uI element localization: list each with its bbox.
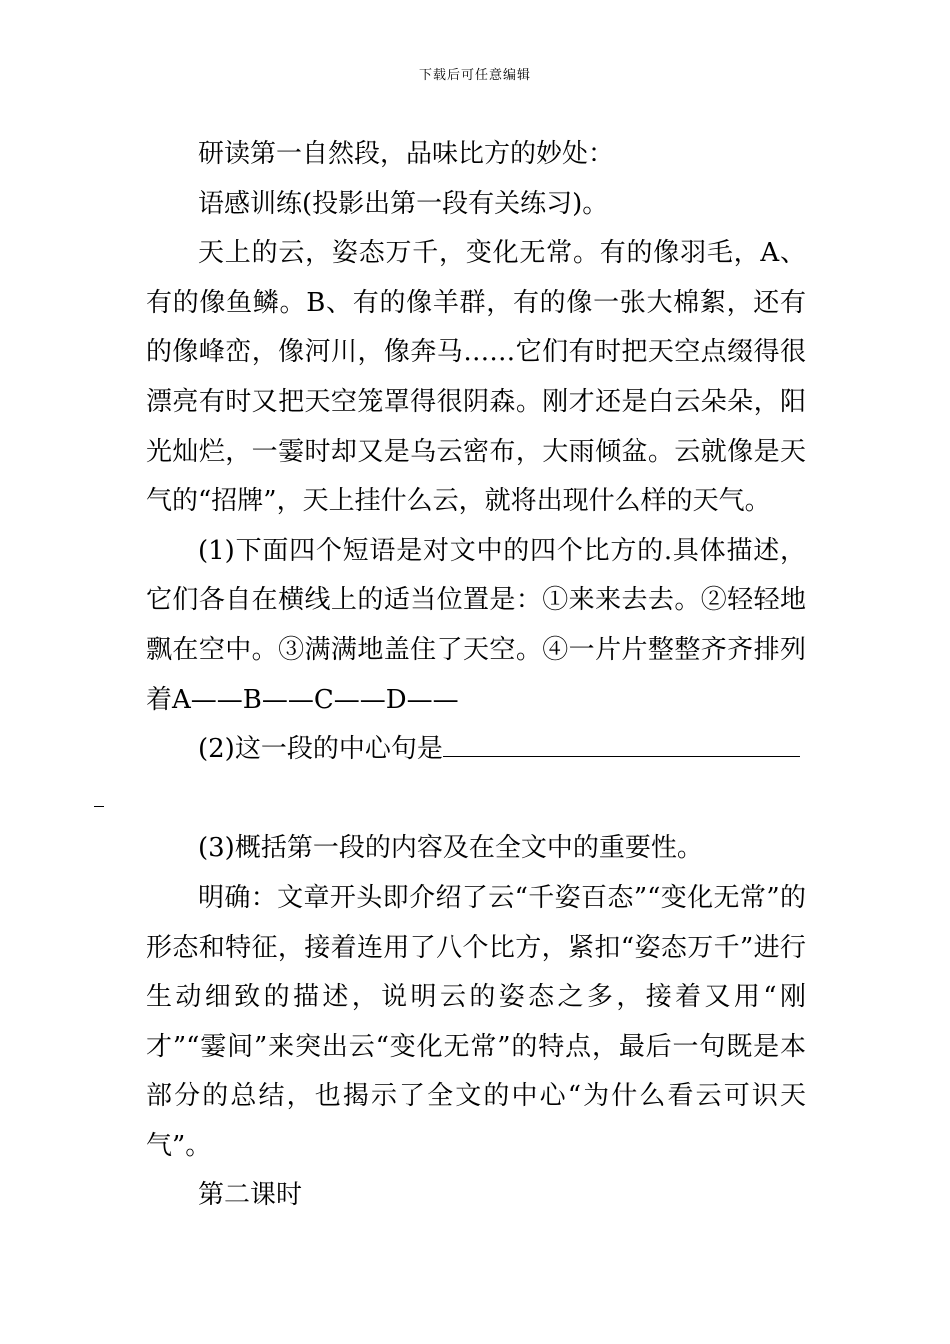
document-body: [146, 130, 806, 1221]
paragraph-study-instruction: 研读第一自然段，品味比方的妙处：: [198, 139, 615, 169]
paragraph-cloud-passage: 天上的云，姿态万千，变化无常。有的像羽毛，A、有的像鱼鳞。B、有的像羊群，有的像一张大棉絮，还有的像峰峦，像河川，像奔马……它们有时把天空点缀得很漂亮有时又把天空笼罩得很阴森。刚才还是白云朵朵，阳光灿烂，一霎时却又是乌云密布，大雨倾盆。云就像是天气的“招牌”，天上挂什么云，就将出现什么样的天气。: [146, 238, 806, 517]
question-2-text: (2)这一段的中心句是: [198, 734, 443, 765]
section-title-second-lesson: 第二课时: [198, 1180, 303, 1211]
paragraph-question-2: [146, 725, 806, 824]
paragraph-question-3: (3)概括第一段的内容及在全文中的重要性。: [198, 833, 703, 864]
answer-blank-line: [443, 730, 800, 757]
paragraph-language-training: 语感训练(投影出第一段有关练习)。: [198, 188, 609, 219]
page-header: 下载后可任意编辑: [418, 68, 531, 83]
paragraph-answer: 明确：文章开头即介绍了云“千姿百态”“变化无常”的形态和特征，接着连用了八个比方，紧扣“姿态万千”进行生动细致的描述，说明云的姿态之多，接着又用“刚才”“霎间”来突出云“变化无常”的特点，最后一句既是本部分的总结，也揭示了全文的中心“为什么看云可识天气”。: [146, 882, 806, 1161]
answer-blank-tail: [94, 776, 104, 807]
paragraph-question-1: (1)下面四个短语是对文中的四个比方的.具体描述，它们各自在横线上的适当位置是：①来来去去。②轻轻地飘在空中。③满满地盖住了天空。④一片片整整齐齐排列着A——B——C——D——: [146, 535, 806, 715]
